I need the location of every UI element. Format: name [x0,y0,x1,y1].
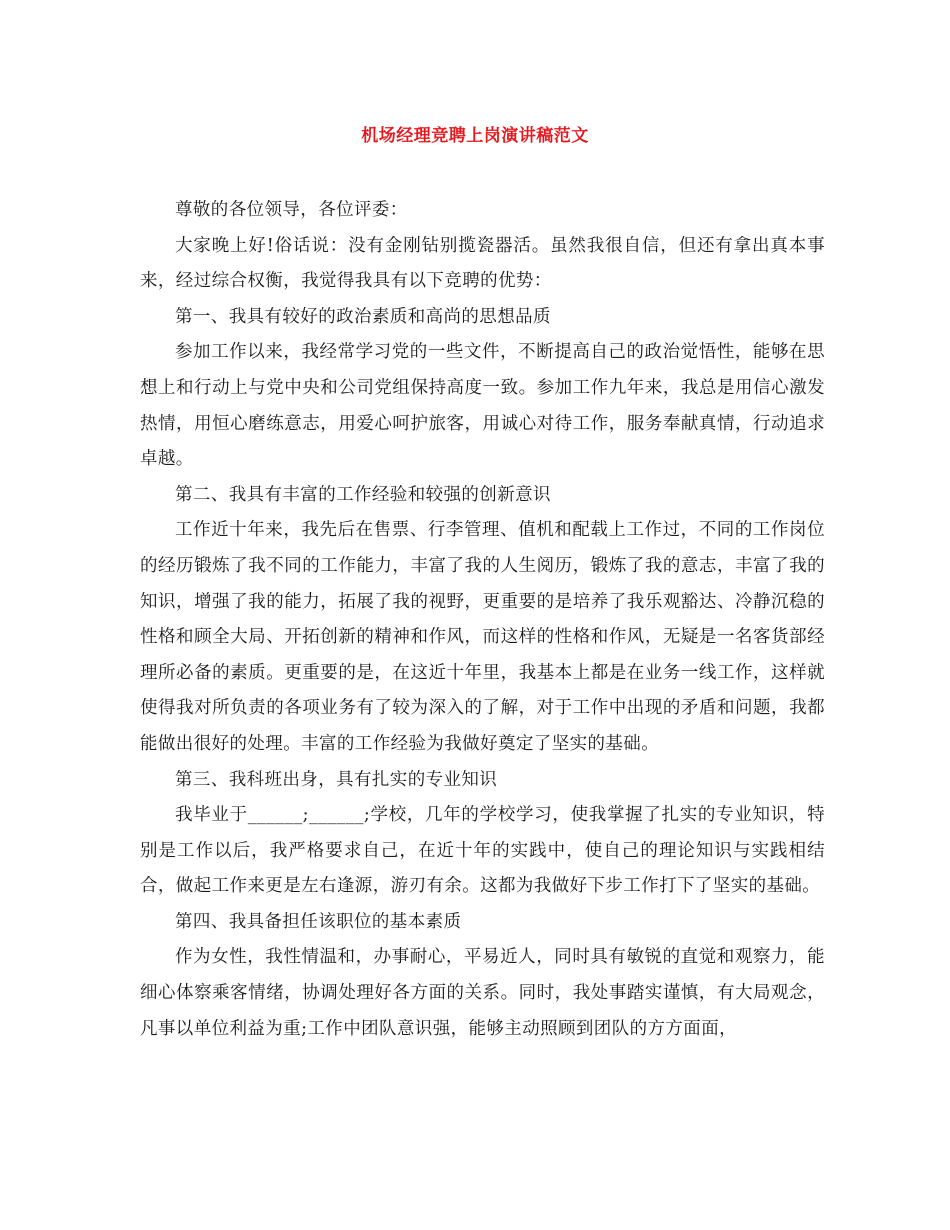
paragraph-third-advantage: 我毕业于______;______;学校，几年的学校学习，使我掌握了扎实的专业知识，特别是工作以后，我严格要求自己，在近十年的实践中，使自己的理论知识与实践相结合，做起工作来更是左右逢源，游刃有余。这都为我做好下步工作打下了坚实的基础。 [140,805,825,897]
heading-second-advantage: 第二、我具有丰富的工作经验和较强的创新意识 [175,484,551,505]
paragraph-salutation: 尊敬的各位领导，各位评委： [175,200,408,220]
paragraph-fourth-advantage: 作为女性，我性情温和，办事耐心，平易近人，同时具有敏锐的直觉和观察力，能细心体察乘客情绪，协调处理好各方面的关系。同时，我处事踏实谨慎，有大局观念，凡事以单位利益为重;工作中团队意识强，能够主动照顾到团队的方方面面， [140,947,825,1039]
paragraph-greeting: 大家晚上好!俗话说：没有金刚钻别揽瓷器活。虽然我很自信，但还有拿出真本事来，经过综合权衡，我觉得我具有以下竞聘的优势： [140,235,825,292]
paragraph-second-advantage: 工作近十年来，我先后在售票、行李管理、值机和配载上工作过，不同的工作岗位的经历锻炼了我不同的工作能力，丰富了我的人生阅历，锻炼了我的意志，丰富了我的知识，增强了我的能力，拓展了我的视野，更重要的是培养了我乐观豁达、冷静沉稳的性格和顾全大局、开拓创新的精神和作风，而这样的性格和作风，无疑是一名客货部经理所必备的素质。更重要的是，在这近十年里，我基本上都是在业务一线工作，这样就使得我对所负责的各项业务有了较为深入的了解，对于工作中出现的矛盾和问题，我都能做出很好的处理。丰富的工作经验为我做好奠定了坚实的基础。 [140,520,825,754]
paragraph-first-advantage: 参加工作以来，我经常学习党的一些文件，不断提高自己的政治觉悟性，能够在思想上和行动上与党中央和公司党组保持高度一致。参加工作九年来，我总是用信心激发热情，用恒心磨练意志，用爱心呵护旅客，用诚心对待工作，服务奉献真情，行动追求卓越。 [140,342,825,470]
heading-fourth-advantage: 第四、我具备担任该职位的基本素质 [175,911,462,932]
heading-third-advantage: 第三、我科班出身，具有扎实的专业知识 [175,769,498,790]
document-body [140,193,825,1047]
document-title: 机场经理竞聘上岗演讲稿范文 [361,126,589,146]
heading-first-advantage: 第一、我具有较好的政治素质和高尚的思想品质 [175,306,551,327]
